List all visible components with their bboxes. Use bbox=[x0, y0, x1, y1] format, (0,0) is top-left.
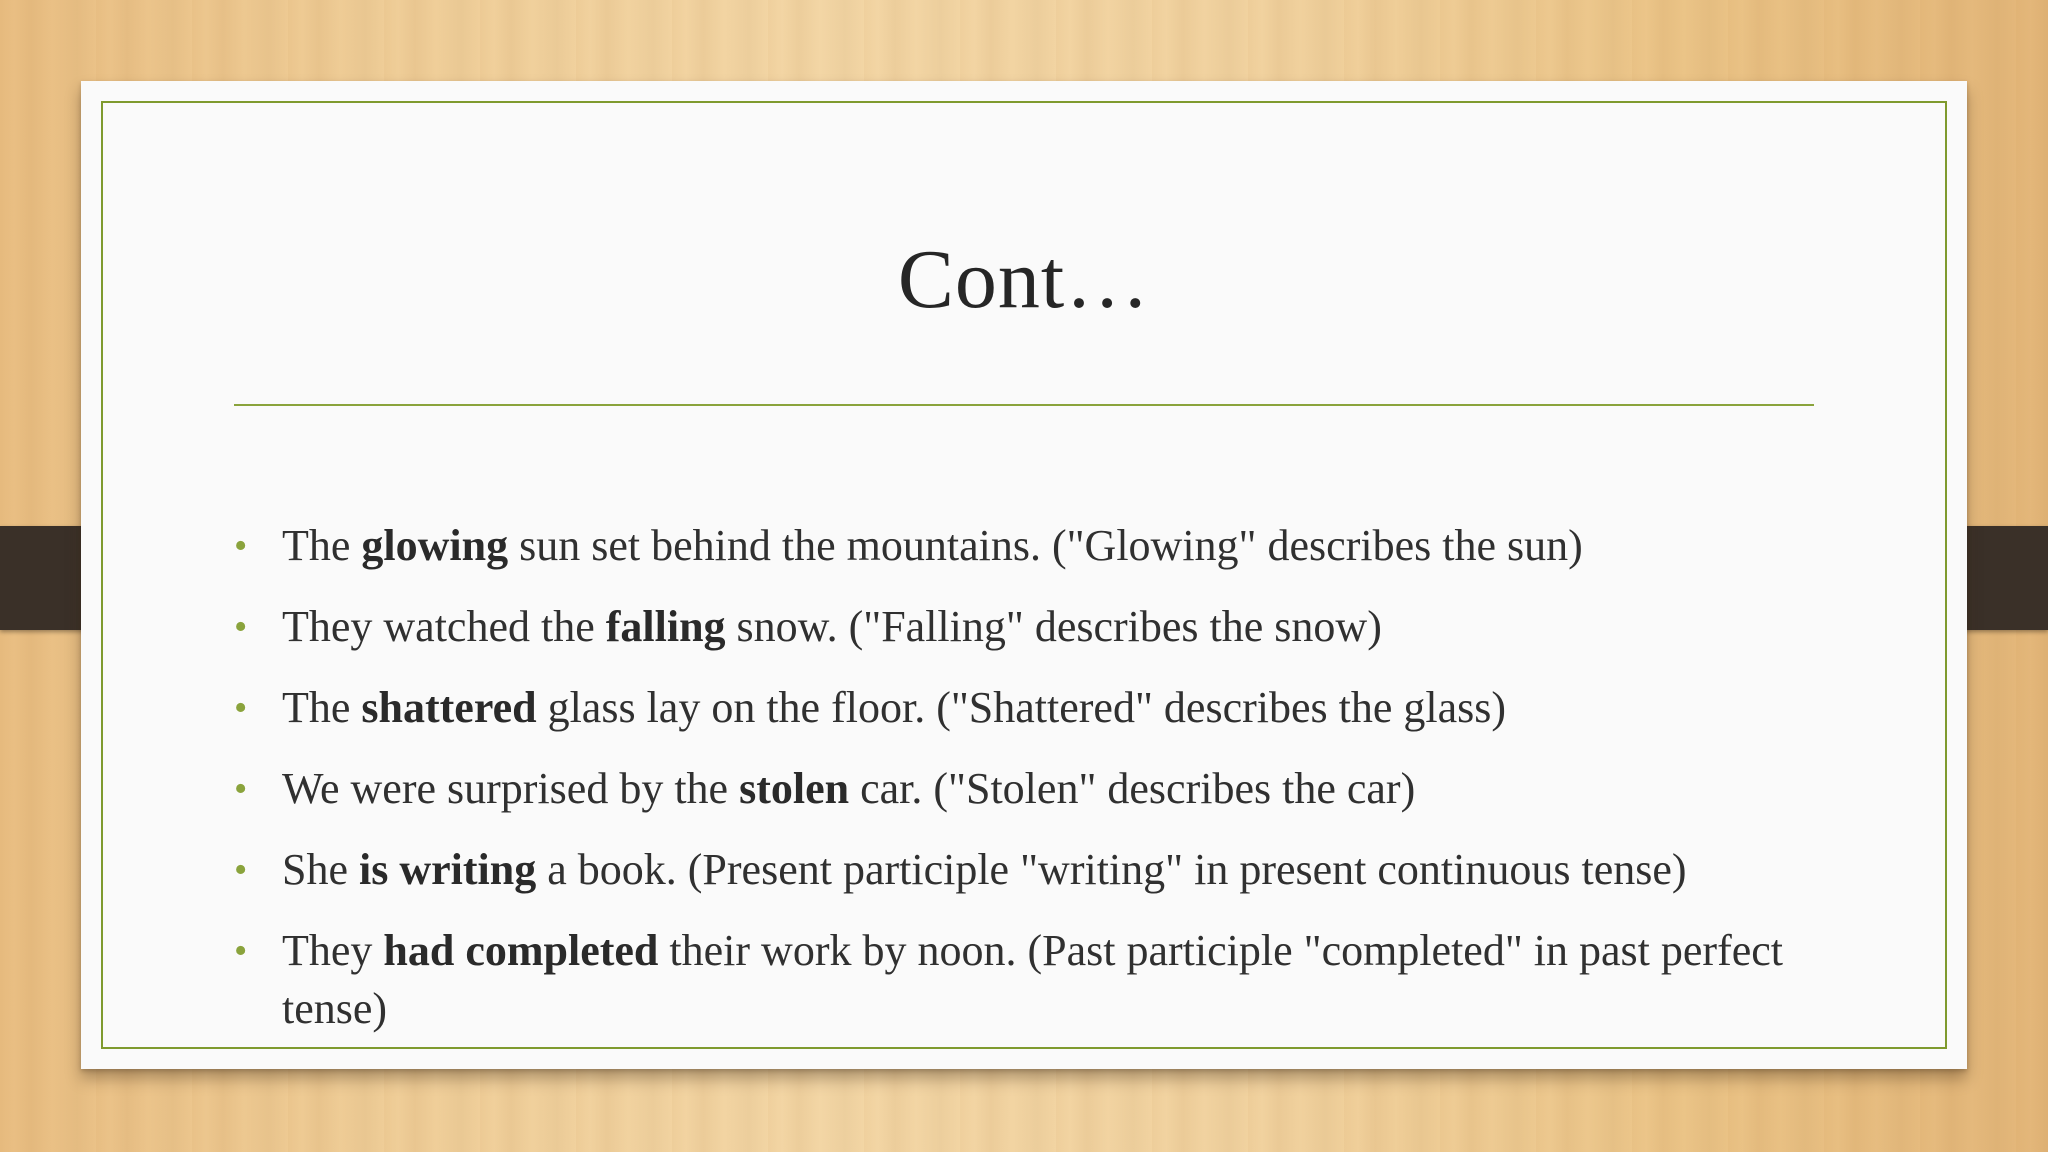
bullet-bold-term: is writing bbox=[359, 845, 537, 894]
slide-card bbox=[81, 81, 1967, 1069]
bullet-bold-term: falling bbox=[605, 602, 726, 651]
bullet-bold-term: glowing bbox=[361, 521, 509, 570]
bullet-list bbox=[234, 517, 1874, 1061]
slide-title: Cont… bbox=[897, 233, 1151, 326]
bullet-bold-term: stolen bbox=[739, 764, 850, 813]
bullet-text-after: sun set behind the mountains. ("Glowing" describes the sun) bbox=[508, 521, 1583, 570]
bullet-item bbox=[234, 922, 1874, 1038]
bullet-text-before: We were surprised by the bbox=[282, 764, 740, 813]
bullet-item bbox=[234, 841, 1874, 899]
bullet-text-before: They bbox=[282, 926, 384, 975]
bullet-text-after: car. ("Stolen" describes the car) bbox=[849, 764, 1416, 813]
bullet-text-after: snow. ("Falling" describes the snow) bbox=[725, 602, 1382, 651]
bullet-text-before: They watched the bbox=[282, 602, 606, 651]
bullet-item bbox=[234, 517, 1874, 575]
title-divider bbox=[234, 404, 1814, 406]
bullet-dot-icon: • bbox=[234, 687, 248, 729]
bullet-text-before: The bbox=[282, 521, 362, 570]
bullet-dot-icon: • bbox=[234, 930, 248, 972]
bullet-dot-icon: • bbox=[234, 606, 248, 648]
bullet-text-after: glass lay on the floor. ("Shattered" describes the glass) bbox=[536, 683, 1507, 732]
bullet-bold-term: had completed bbox=[383, 926, 659, 975]
bullet-item bbox=[234, 679, 1874, 737]
bullet-dot-icon: • bbox=[234, 525, 248, 567]
bullet-dot-icon: • bbox=[234, 768, 248, 810]
bullet-text-before: She bbox=[282, 845, 359, 894]
bullet-item bbox=[234, 760, 1874, 818]
bullet-item bbox=[234, 598, 1874, 656]
bullet-bold-term: shattered bbox=[361, 683, 537, 732]
bullet-text-after: a book. (Present participle "writing" in present continuous tense) bbox=[536, 845, 1687, 894]
bullet-text-after: their work by noon. (Past participle "completed" in past perfect tense) bbox=[282, 926, 1784, 1033]
bullet-dot-icon: • bbox=[234, 849, 248, 891]
bullet-text-before: The bbox=[282, 683, 362, 732]
